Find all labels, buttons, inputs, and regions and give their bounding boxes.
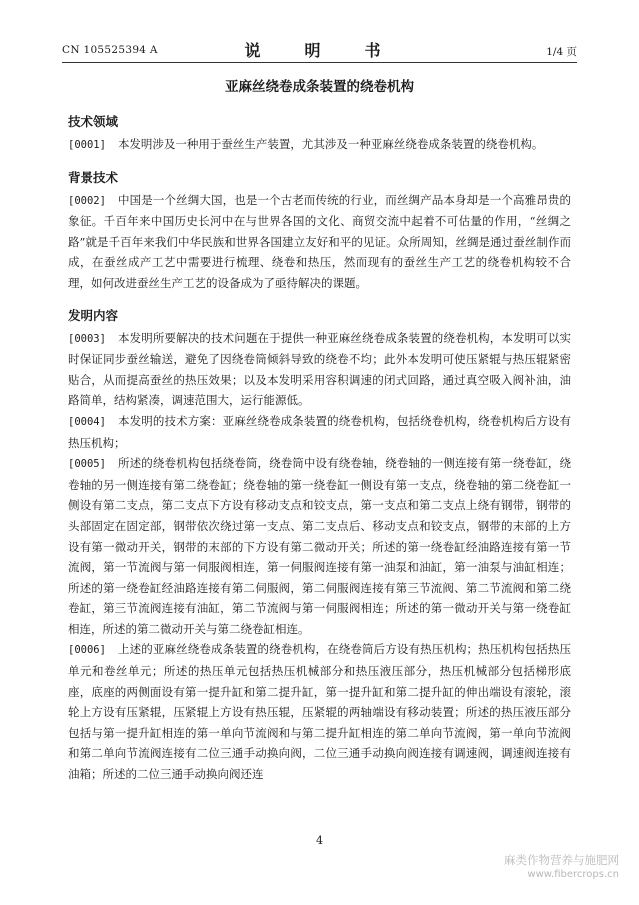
paragraph-text: 本发明所要解决的技术问题在于提供一种亚麻丝绕卷成条装置的绕卷机构，本发明可以实时保证同步蚕丝输送，避免了因绕卷筒倾斜导致的绕卷不均；此外本发明可使压紧辊与热压辊紧密贴合，从而提高蚕丝的热压效果；以及本发明采用容积调速的闭式回路，通过真空吸入阀补油，油路简单，结构紧凑，调速范围大，运行能源低。 bbox=[68, 330, 571, 408]
paragraph-text: 本发明涉及一种用于蚕丝生产装置，尤其涉及一种亚麻丝绕卷成条装置的绕卷机构。 bbox=[117, 137, 544, 151]
paragraph-number: [0002] bbox=[68, 194, 106, 207]
paragraph-number: [0004] bbox=[68, 415, 106, 428]
page-header bbox=[62, 38, 577, 60]
paragraph-0003 bbox=[68, 328, 571, 411]
section-heading-background: 背景技术 bbox=[68, 169, 119, 185]
page-indicator: 1/4 页 bbox=[546, 46, 577, 58]
header-rule bbox=[62, 62, 577, 63]
watermark-text: 麻类作物营养与施肥网 bbox=[504, 853, 619, 867]
paragraph-text: 中国是一个丝绸大国，也是一个古老而传统的行业，而丝绸产品本身却是一个高雅昂贵的象征。千百年来中国历史长河中在与世界各国的文化、商贸交流中起着不可估量的作用，“丝绸之路”就是千百年来我们中华民族和世界各国建立友好和平的见证。众所周知，丝绸是通过蚕丝制作而成，在蚕丝成产工艺中需要进行梳理、绕卷和热压，然而现有的蚕丝生产工艺的绕卷机构较不合理，如何改进蚕丝生产工艺的设备成为了亟待解决的课题。 bbox=[68, 192, 571, 290]
footer-page-number: 4 bbox=[316, 834, 323, 847]
paragraph-0002 bbox=[68, 190, 571, 294]
paragraph-number: [0005] bbox=[68, 458, 106, 471]
paragraph-number: [0006] bbox=[68, 644, 106, 657]
watermark bbox=[504, 853, 619, 881]
paragraph-0004 bbox=[68, 411, 571, 453]
paragraph-0006 bbox=[68, 639, 571, 784]
paragraph-text: 所述的绕卷机构包括绕卷筒，绕卷筒中设有绕卷轴，绕卷轴的一侧连接有第一绕卷缸，绕卷轴的另一侧连接有第二绕卷缸；绕卷轴的第一绕卷缸一侧设有第一支点，绕卷轴的第二绕卷缸一侧设有第二支点，第二支点下方设有移动支点和铰支点，第一支点和第二支点上绕有钢带，钢带的头部固定在固定部，钢带依次绕过第一支点、第二支点后、移动支点和铰支点，钢带的末部的上方设有第一微动开关，钢带的末部的下方设有第二微动开关；所述的第一绕卷缸经油路连接有第一节流阀，第一节流阀与第一伺服阀相连，第一伺服阀连接有第一油泵和油缸，第一油泵与油缸相连；所述的第一绕卷缸经油路连接有第二伺服阀，第二伺服阀连接有第三节流阀、第二节流阀和第二绕卷缸，第三节流阀连接有油缸，第二节流阀与第一伺服阀相连；所述的第一微动开关与第一绕卷缸相连，所述的第二微动开关与第二绕卷缸相连。 bbox=[68, 456, 571, 636]
invention-title: 亚麻丝绕卷成条装置的绕卷机构 bbox=[225, 79, 414, 95]
paragraph-0005 bbox=[68, 453, 571, 639]
paragraph-text: 上述的亚麻丝绕卷成条装置的绕卷机构，在绕卷筒后方设有热压机构；热压机构包括热压单元和卷丝单元；所述的热压单元包括热压机械部分和热压液压部分，热压机械部分包括梯形底座，底座的两侧面设有第一提升缸和第二提升缸，第一提升缸和第二提升缸的伸出端设有滚轮，滚轮上方设有压紧辊，压紧辊上方设有热压辊，压紧辊的两轴端设有移动装置；所述的热压液压部分包括与第一提升缸相连的第一单向节流阀和与第二提升缸相连的第二单向节流阀，第一单向节流阀和第二单向节流阀连接有二位三通手动换向阀，二位三通手动换向阀连接有调速阀，调速阀连接有油箱；所述的二位三通手动换向阀还连 bbox=[68, 642, 571, 782]
document-type: 说 明 书 bbox=[244, 41, 395, 60]
paragraph-0001 bbox=[68, 134, 571, 156]
section-heading-summary: 发明内容 bbox=[68, 307, 119, 323]
document-body bbox=[68, 78, 571, 785]
paragraph-number: [0001] bbox=[68, 139, 106, 151]
paragraph-text: 本发明的技术方案：亚麻丝绕卷成条装置的绕卷机构，包括绕卷机构，绕卷机构后方设有热压机构； bbox=[68, 413, 571, 450]
watermark-url: www.fibercrops.cn bbox=[527, 869, 619, 880]
paragraph-number: [0003] bbox=[68, 332, 106, 345]
publication-number: CN 105525394 A bbox=[62, 44, 158, 56]
section-heading-technical-field: 技术领域 bbox=[68, 114, 119, 129]
